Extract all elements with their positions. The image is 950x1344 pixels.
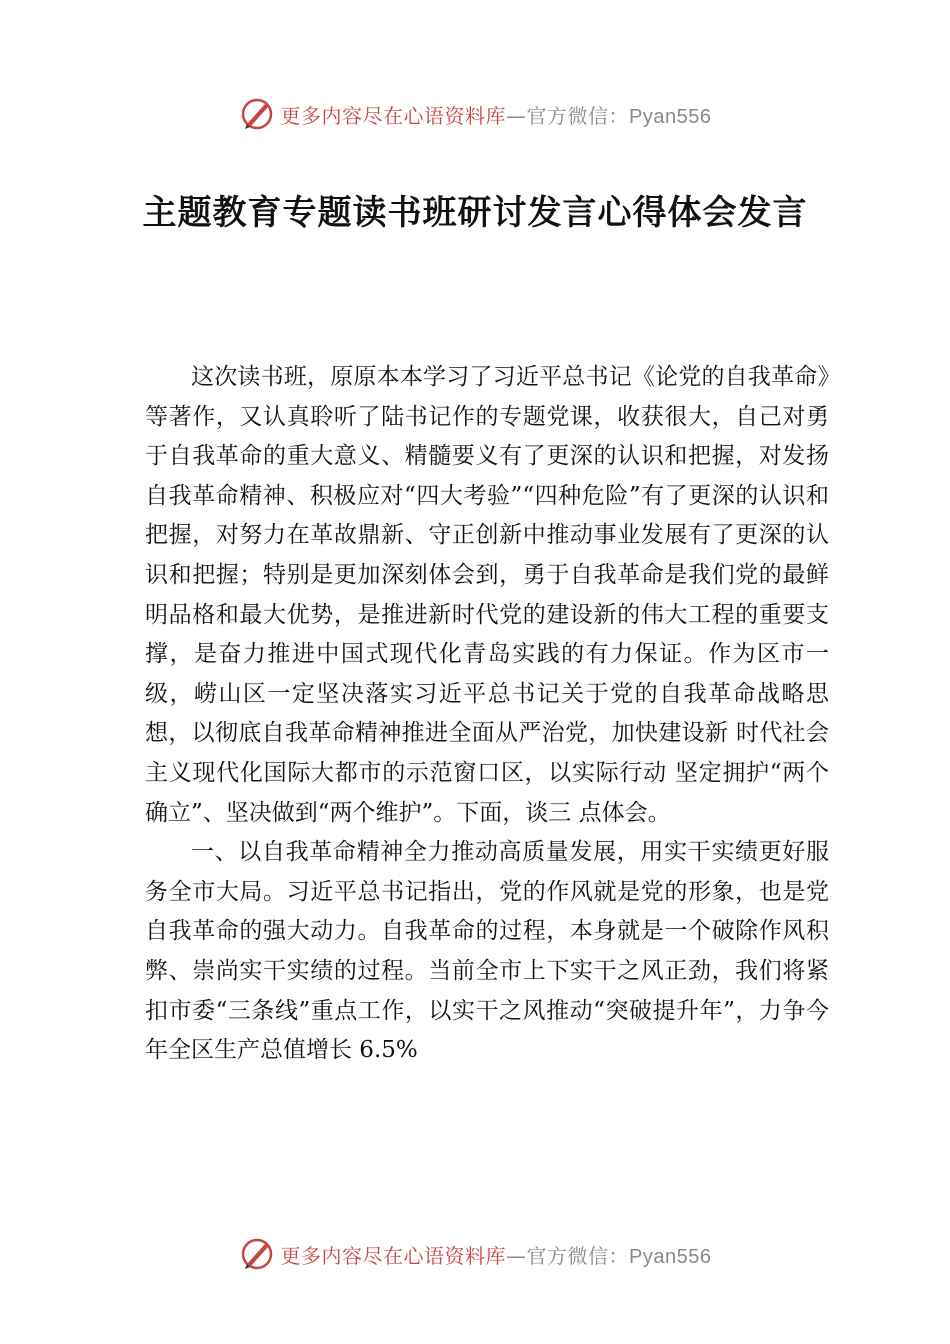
watermark-main: 更多内容尽在心语资料库 (280, 1243, 507, 1268)
paragraph: 这次读书班，原原本本学习了习近平总书记《论党的自我革命》等著作，又认真聆听了陆书记作的专题党课，收获很大，自己对勇于自我革命的重大意义、精髓要义有了更深的认识和把握，对发扬自我革命精神、积极应对“四大考验”“四种危险”有了更深的认识和把握，对努力在革故鼎新、守正创新中推动事业发展有了更深的认识和把握；特别是更加深刻体会到，勇于自我革命是我们党的最鲜明品格和最大优势，是推进新时代党的建设新的伟大工程的重要支撑，是奋力推进中国式现代化青岛实践的有力保证。作为区市一级，崂山区一定坚决落实习近平总书记关于党的自我革命战略思想，以彻底自我革命精神推进全面从严治党，加快建设新 时代社会主义现代化国际大都市的示范窗口区，以实际行动 坚定拥护“两个确立”、坚决做到“两个维护”。下面，谈三 点体会。 (145, 364, 829, 826)
watermark-text (281, 1240, 712, 1269)
footer-watermark (0, 1234, 950, 1274)
header-watermark (0, 94, 950, 134)
pen-seal-logo-icon (239, 96, 275, 132)
watermark-wechat-id: Pyan556 (629, 1245, 712, 1268)
watermark-wechat-id: Pyan556 (629, 105, 712, 128)
watermark-text (281, 100, 712, 129)
watermark-sub: —官方微信： (506, 1243, 630, 1268)
watermark-main: 更多内容尽在心语资料库 (280, 103, 507, 128)
document-body (145, 358, 829, 1071)
pen-seal-logo-icon (239, 1236, 275, 1272)
paragraph: 一、以自我革命精神全力推动高质量发展，用实干实绩更好服务全市大局。习近平总书记指出，党的作风就是党的形象，也是党自我革命的强大动力。自我革命的过程，本身就是一个破除作风积弊、崇尚实干实绩的过程。当前全市上下实干之风正劲，我们将紧扣市委“三条线”重点工作，以实干之风推动“突破提升年”，力争今年全区生产总值增长 6.5% (145, 839, 829, 1064)
document-title: 主题教育专题读书班研讨发言心得体会发言 (142, 193, 808, 233)
watermark-sub: —官方微信： (506, 103, 630, 128)
